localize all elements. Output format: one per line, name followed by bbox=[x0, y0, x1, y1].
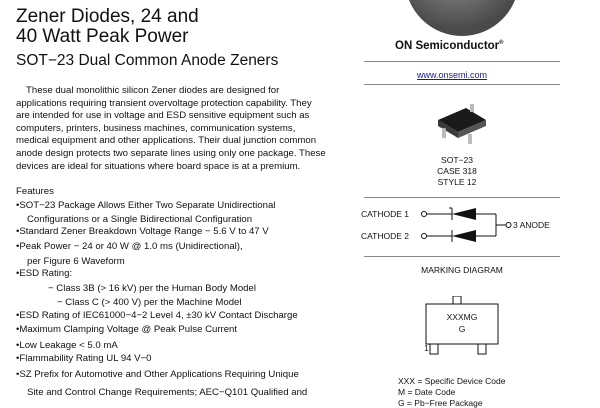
feature-item: •SZ Prefix for Automotive and Other Applications Requiring Unique bbox=[16, 369, 299, 380]
feature-item: •SOT−23 Package Allows Either Two Separate Unidirectional bbox=[16, 200, 276, 211]
feature-item: •ESD Rating: bbox=[16, 268, 73, 279]
marking-code-g: G bbox=[458, 324, 466, 334]
cathode2-label: CATHODE 2 bbox=[361, 231, 410, 241]
legend-device-code: XXX = Specific Device Code bbox=[398, 376, 506, 386]
subtitle: SOT−23 Dual Common Anode Zeners bbox=[16, 52, 279, 69]
legend-pbfree: G = Pb−Free Package bbox=[398, 398, 483, 408]
title-line-1: Zener Diodes, 24 and bbox=[16, 6, 199, 27]
package-case: CASE 318 bbox=[437, 166, 477, 176]
description bbox=[16, 85, 346, 173]
feature-item: − Class C (> 400 V) per the Machine Model bbox=[57, 297, 242, 308]
feature-item: •Maximum Clamping Voltage @ Peak Pulse Current bbox=[16, 324, 238, 335]
brand-text: ON Semiconductor bbox=[395, 40, 500, 52]
brand-name bbox=[395, 40, 504, 52]
description-line: devices are ideal for situations where board space is at a premium. bbox=[16, 160, 301, 172]
divider bbox=[364, 61, 560, 62]
description-line: medical equipment and other applications. Their dual junction common bbox=[16, 135, 317, 147]
divider bbox=[364, 197, 560, 198]
on-logo-icon bbox=[405, 0, 519, 36]
description-line: are intended for use in voltage and ESD sensitive equipment such as bbox=[16, 110, 310, 122]
legend-date-code: M = Date Code bbox=[398, 387, 456, 397]
feature-item: •ESD Rating of IEC61000−4−2 Level 4, ±30 kV Contact Discharge bbox=[16, 310, 298, 321]
package-name: SOT−23 bbox=[441, 155, 473, 165]
feature-item: − Class 3B (> 16 kV) per the Human Body Model bbox=[48, 283, 256, 294]
feature-item: •Standard Zener Breakdown Voltage Range − 5.6 V to 47 V bbox=[16, 226, 269, 237]
feature-item: Configurations or a Single Bidirectional Configuration bbox=[27, 214, 253, 225]
feature-item: Site and Control Change Requirements; AEC−Q101 Qualified and bbox=[27, 387, 308, 398]
description-line: computers, printers, business machines, communication systems, bbox=[16, 122, 296, 134]
feature-item: •Low Leakage < 5.0 mA bbox=[16, 340, 118, 351]
description-line: These dual monolithic silicon Zener diodes are designed for bbox=[26, 85, 280, 96]
pin1-label: 1 bbox=[424, 343, 429, 353]
registered-mark: ® bbox=[499, 40, 504, 47]
divider bbox=[364, 84, 560, 85]
sot23-package-icon bbox=[432, 98, 492, 146]
divider bbox=[364, 256, 560, 257]
circuit-schematic-icon bbox=[418, 204, 514, 244]
package-style: STYLE 12 bbox=[437, 177, 477, 187]
description-line: anode design protects two separate lines using only one package. These bbox=[16, 147, 326, 159]
title-line-2: 40 Watt Peak Power bbox=[16, 26, 189, 47]
marking-code: XXXMG bbox=[446, 312, 478, 322]
feature-item: •Flammability Rating UL 94 V−0 bbox=[16, 353, 152, 364]
marking-heading: MARKING DIAGRAM bbox=[421, 265, 503, 275]
description-line: applications requiring transient overvoltage protection capability. They bbox=[16, 97, 312, 109]
feature-item: •Peak Power − 24 or 40 W @ 1.0 ms (Unidirectional), bbox=[16, 241, 243, 252]
features-heading: Features bbox=[16, 186, 54, 197]
anode-label: 3 ANODE bbox=[513, 220, 550, 230]
feature-item: per Figure 6 Waveform bbox=[27, 256, 125, 267]
cathode1-label: CATHODE 1 bbox=[361, 209, 410, 219]
website-link[interactable]: www.onsemi.com bbox=[417, 70, 488, 80]
